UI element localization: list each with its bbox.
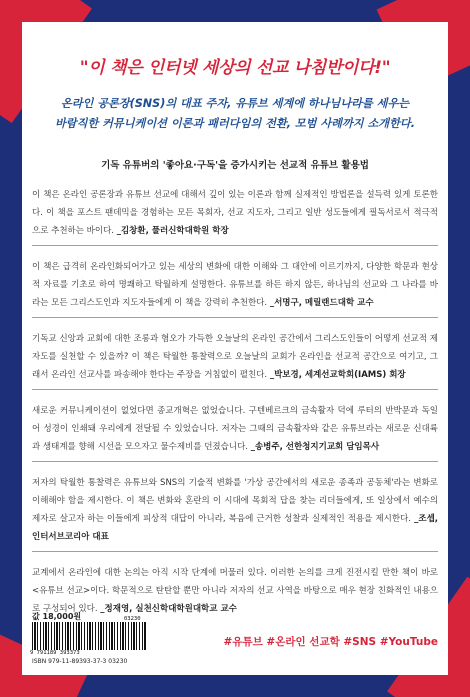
- barcode-addon: 03230: [124, 616, 141, 622]
- endorsement-author: _김창환, 풀러신학대학원 학장: [116, 226, 229, 236]
- endorsement: [32, 402, 438, 462]
- endorsement-text: 교계에서 온라인에 대한 논의는 아직 시작 단계에 머물러 있다. 이러한 논의를 크게 진전시킬 만한 책이 바로 <유튜브 선교>이다. 학문적으로 탄탄할 뿐만 아니라 저자의 선교 사역을 바탕으로 매우 현장 친화적인 내용으로 구성되어 있다.: [32, 568, 438, 614]
- endorsement: [32, 258, 438, 318]
- subheadline: [32, 94, 438, 134]
- tagline: 기독 유튜버의 '좋아요·구독'을 증가시키는 선교적 유튜브 활용법: [101, 160, 369, 171]
- endorsement-author: _조셉, 인터서브코리아 대표: [32, 514, 439, 542]
- endorsement-text: 기독교 신앙과 교회에 대한 조롱과 혐오가 가득한 오늘날의 온라인 공간에서 그리스도인들이 어떻게 선교적 제자도를 실천할 수 있을까? 이 책은 탁월한 통찰력으로 오늘날의 교회가 온라인을 선교적 공간으로 여기고, 그래서 온라인 선교사를 파송해야 한다는 주장을 거침없이 펼친다.: [32, 334, 438, 380]
- endorsement-list: [32, 186, 438, 635]
- headline-quote: "이 책은 인터넷 세상의 선교 나침반이다!": [79, 58, 391, 78]
- endorsement: [32, 564, 438, 623]
- endorsement-text: 이 책은 온라인 공론장과 유튜브 선교에 대해서 깊이 있는 이론과 함께 실제적인 방법론을 설득력 있게 토론한다. 이 책을 포스트 팬데믹을 경험하는 모든 목회자, 선교 지도자, 그리고 일반 성도들에게 필독서로서 적극적으로 추천하는 바이다.: [32, 190, 438, 236]
- price-label: 값 18,000원: [32, 612, 82, 621]
- barcode-digits: 9 791189 393373: [30, 650, 80, 656]
- endorsement-text: 새로운 커뮤니케이션이 없었다면 종교개혁은 없었습니다. 구텐베르크의 금속활자 덕에 루터의 반박문과 독일어 성경이 인쇄돼 우리에게 전달될 수 있었습니다. 저자는 그때의 금속활자와 같은 유튜브라는 새로운 신대륙과 생태계를 향해 시선을 모으자고 물수제비를 던졌습니다.: [32, 406, 438, 452]
- endorsement-author: _송병주, 선한청지기교회 담임목사: [250, 442, 380, 452]
- barcode-bars: [32, 622, 146, 650]
- hashtags: #유튜브 #온라인 선교학 #SNS #YouTube: [223, 636, 438, 648]
- endorsement: [32, 330, 438, 390]
- endorsement-author: _정재영, 실천신학대학원대학교 교수: [100, 604, 237, 614]
- endorsement: [32, 474, 438, 552]
- subheadline-line-2: 바람직한 커뮤니케이션 이론과 패러다임의 전환, 모범 사례까지 소개한다.: [55, 117, 415, 130]
- endorsement-text: 이 책은 급격히 온라인화되어가고 있는 세상의 변화에 대한 이해와 그 대안에 이르기까지, 다양한 학문과 현상적 자료를 기초로 하여 명쾌하고 탁월하게 설명한다. 유튜브를 하든 하지 않든, 하나님의 선교와 그 나라를 바라는 모든 그리스도인과 지도자들에게 이 책을 강력히 추천한다.: [32, 262, 438, 308]
- endorsement-text: 저자의 탁월한 통찰력은 유튜브와 SNS의 기술적 변화를 '가상 공간에서의 새로운 종족과 공동체'라는 변화로 이해해야 함을 제시한다. 이 책은 변화와 혼란의 이 시대에 목회적 답을 찾는 리더들에게, 또 일상에서 예수의 제자로 살고자 하는 이들에게 피상적 대답이 아니라, 복음에 근거한 성찰과 실제적인 적용을 제시한다.: [32, 478, 438, 524]
- back-cover-panel: [22, 22, 448, 675]
- endorsement-author: _박보경, 세계선교학회(IAMS) 회장: [269, 370, 406, 380]
- endorsement: [32, 186, 438, 246]
- isbn-text: ISBN 979-11-89393-37-3 03230: [32, 658, 128, 665]
- endorsement-author: _서명구, 메릴랜드대학 교수: [269, 298, 374, 308]
- subheadline-line-1: 온라인 공론장(SNS)의 대표 주자, 유튜브 세계에 하나님나라를 세우는: [60, 97, 410, 110]
